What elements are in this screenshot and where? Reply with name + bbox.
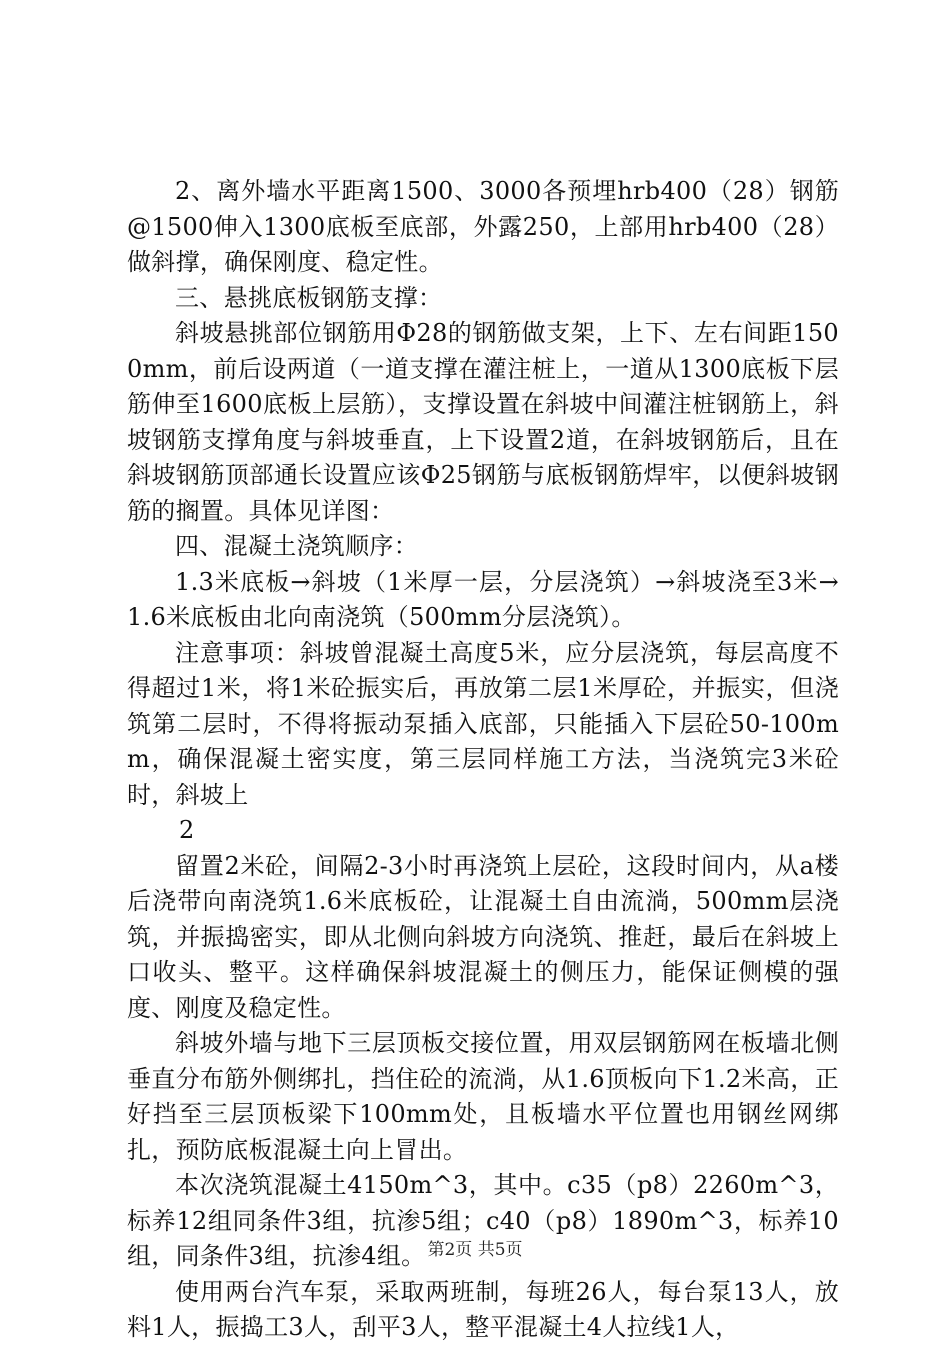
paragraph-precautions: 注意事项：斜坡曾混凝土高度5米，应分层浇筑，每层高度不得超过1米，将1米砼振实后，再放第二层1米厚砼，并振实，但浇筑第二层时，不得将振动泵插入底部，只能插入下层砼50-100mm，确保混凝土密实度，第三层同样施工方法，当浇筑完3米砼时，斜坡上 (127, 638, 839, 809)
section-heading-pouring-order: 四、混凝土浇筑顺序： (175, 532, 418, 560)
paragraph-rebar-support: 斜坡悬挑部位钢筋用Φ28的钢筋做支架，上下、左右间距1500mm，前后设两道（一道支撑在灌注桩上，一道从1300底板下层筋伸至1600底板上层筋），支撑设置在斜坡中间灌注桩钢筋上，斜坡钢筋支撑角度与斜坡垂直，上下设置2道，在斜坡钢筋后，且在斜坡钢筋顶部通长设置应该Φ25钢筋与底板钢筋焊牢，以便斜坡钢筋的搁置。具体见详图： (127, 319, 839, 525)
paragraph-concrete-volume: 本次浇筑混凝土4150m^3，其中。c35（p8）2260m^3，标养12组同条件3组，抗渗5组；c40（p8）1890m^3，标养10组，同条件3组，抗渗4组。 (127, 1171, 839, 1270)
paragraph-embedded-rebar: 2、离外墙水平距离1500、3000各预埋hrb400（28）钢筋@1500伸入1300底板至底部，外露250，上部用hrb400（28）做斜撑，确保刚度、稳定性。 (127, 177, 839, 276)
paragraph-continued-pouring: 留置2米砼，间隔2-3小时再浇筑上层砼，这段时间内，从a楼后浇带向南浇筑1.6米底板砼，让混凝土自由流淌，500mm层浇筑，并振捣密实，即从北侧向斜坡方向浇筑、推赶，最后在斜坡上口收头、整平。这样确保斜坡混凝土的侧压力，能保证侧模的强度、刚度及稳定性。 (127, 851, 839, 1022)
inline-page-number: 2 (179, 816, 195, 844)
paragraph-wall-junction: 斜坡外墙与地下三层顶板交接位置，用双层钢筋网在板墙北侧垂直分布筋外侧绑扎，挡住砼的流淌，从1.6顶板向下1.2米高，正好挡至三层顶板梁下100mm处，且板墙水平位置也用钢丝网绑扎，预防底板混凝土向上冒出。 (127, 1029, 839, 1164)
page-footer: 第2页 共5页 (427, 1240, 523, 1260)
document-body (127, 174, 839, 1346)
paragraph-pouring-sequence: 1.3米底板→斜坡（1米厚一层，分层浇筑）→斜坡浇至3米→1.6米底板由北向南浇筑（500mm分层浇筑）。 (127, 567, 839, 631)
section-heading-support: 三、悬挑底板钢筋支撑： (175, 283, 443, 312)
paragraph-staffing: 使用两台汽车泵，采取两班制，每班26人，每台泵13人，放料1人，振捣工3人，刮平3人，整平混凝土4人拉线1人， (127, 1277, 839, 1341)
